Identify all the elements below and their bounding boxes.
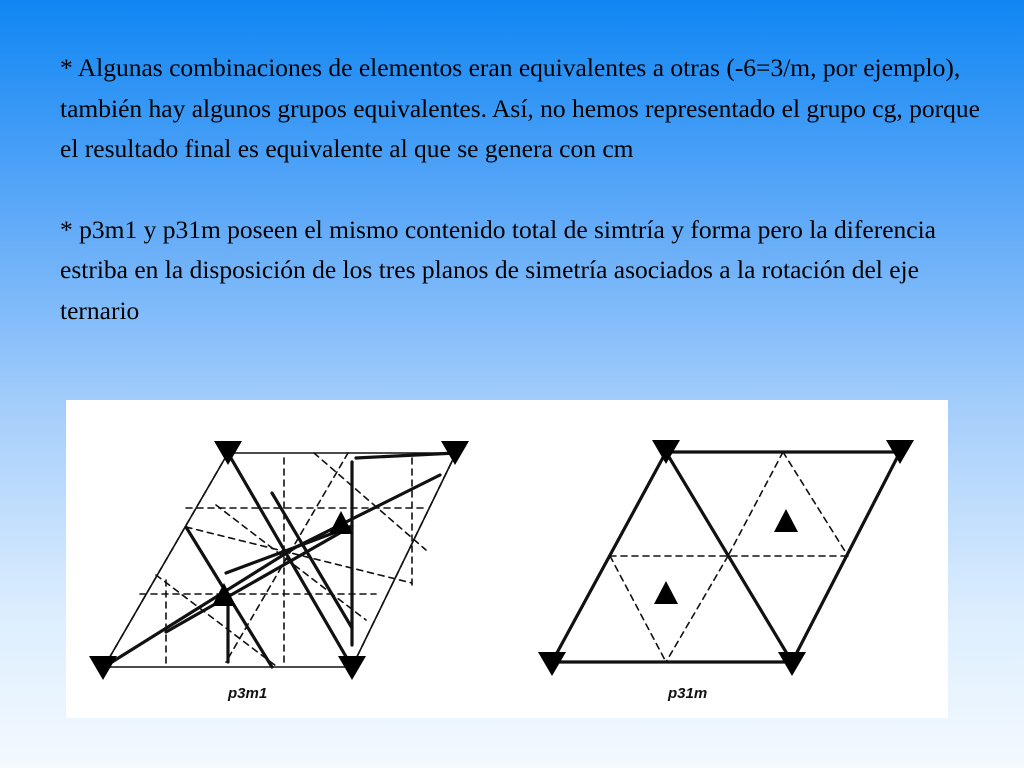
triangle-down-icon xyxy=(538,652,566,676)
triangle-down-icon xyxy=(778,652,806,676)
p31m-diagram xyxy=(552,452,900,662)
p3m1-caption: p3m1 xyxy=(228,685,268,702)
triangle-up-icon xyxy=(774,509,798,532)
triangle-up-icon xyxy=(329,511,353,534)
symmetry-diagrams xyxy=(66,400,948,718)
slide-text xyxy=(60,48,990,331)
p31m-mirror-lines xyxy=(552,452,900,662)
triangle-up-icon xyxy=(654,581,678,604)
paragraph-p3m1-p31m: * p3m1 y p31m poseen el mismo contenido total de simtría y forma pero la diferencia estriba en la disposición de los tres planos de simetría asociados a la rotación del eje ternario xyxy=(60,214,936,325)
triangle-down-icon xyxy=(89,656,117,680)
p31m-caption: p31m xyxy=(668,685,708,702)
figure-panel xyxy=(66,400,948,718)
triangle-down-icon xyxy=(338,656,366,680)
p3m1-diagram xyxy=(104,453,456,667)
paragraph-equivalences: * Algunas combinaciones de elementos eran equivalentes a otras (-6=3/m, por ejemplo), también hay algunos grupos equivalentes. Así, no hemos representado el grupo cg, porque el resultado final es equivalente al que se genera con cm xyxy=(60,53,980,163)
